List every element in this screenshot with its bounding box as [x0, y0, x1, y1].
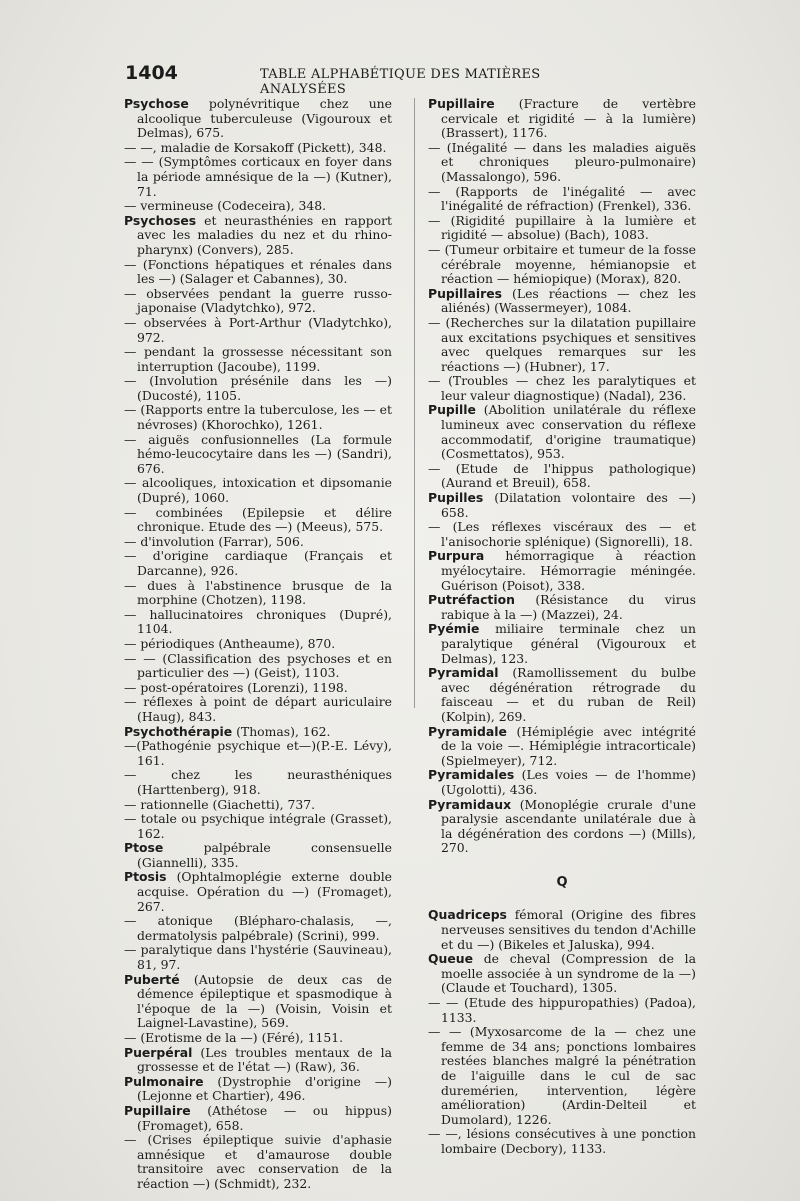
entry-text: — —, lésions consécutives à une ponction lombaire (Decbory), 1133. [428, 1126, 696, 1156]
index-entry [124, 1075, 392, 1104]
left-column [124, 97, 392, 1192]
entry-text: — d'involution (Farrar), 506. [124, 533, 304, 549]
entry-headword: Pupillaire [428, 96, 495, 111]
entry-text: — observées pendant la guerre russo-japonaise (Vladytchko), 972. [124, 285, 392, 316]
entry-text: (Autopsie de deux cas de démence épileptique et spasmodique à l'époque de la —) (Voisin, Voisin et Laignel-Lavastine), 569. [137, 971, 392, 1031]
index-entry [428, 908, 696, 952]
entry-text: de cheval (Compression de la moelle associée à un syndrome de la —) (Claude et Touchard), 1305. [441, 951, 696, 996]
entry-text: hémorragique à réaction myélocytaire. Hémorragie méningée. Guérison (Poisot), 338. [441, 548, 696, 593]
entry-headword: Putréfaction [428, 592, 515, 608]
entry-text: (Dilatation volontaire des —) 658. [441, 490, 696, 520]
index-entry [124, 506, 392, 535]
entry-headword: Pyramidal [428, 665, 499, 681]
entry-text: — (Rigidité pupillaire à la lumière et rigidité — absolue) (Bach), 1083. [428, 212, 696, 243]
index-entry [428, 520, 696, 549]
entry-headword: Pupille [428, 402, 476, 418]
index-entry [428, 141, 696, 185]
entry-text: (Thomas), 162. [236, 723, 331, 739]
index-entry [124, 943, 392, 972]
index-entry [428, 666, 696, 724]
entry-text: — rationnelle (Giachetti), 737. [124, 796, 316, 812]
index-entry [124, 345, 392, 374]
entry-text: — chez les neurasthéniques (Harttenberg), 918. [124, 767, 392, 797]
index-entry [124, 476, 392, 505]
index-entry [428, 798, 696, 856]
index-entry [124, 725, 392, 740]
entry-text: — (Recherches sur la dilatation pupillaire aux excitations psychiques et sensitives avec quelques remarques sur les réactions —) (Hubner), 17. [428, 314, 696, 374]
entry-text: — périodiques (Antheaume), 870. [124, 635, 336, 651]
index-entry [428, 214, 696, 243]
index-entry [124, 870, 392, 914]
entry-text: — alcooliques, intoxication et dipsomanie (Dupré), 1060. [124, 475, 392, 506]
page-number: 1404 [125, 62, 178, 84]
entry-headword: Pupilles [428, 490, 484, 506]
page-header [125, 62, 630, 97]
index-entry [428, 549, 696, 593]
entry-headword: Pyramidales [428, 767, 515, 783]
entry-text: — pendant la grossesse nécessitant son interruption (Jacoube), 1199. [124, 344, 392, 374]
index-entry [124, 1046, 392, 1075]
entry-headword: Quadriceps [428, 907, 507, 923]
entry-text: — d'origine cardiaque (Français et Darcanne), 926. [124, 548, 392, 578]
entry-text: (Les troubles mentaux de la grossesse et de l'état —) (Raw), 36. [137, 1044, 392, 1075]
entry-text: — (Fonctions hépatiques et rénales dans les —) (Salager et Cabannes), 30. [124, 256, 392, 287]
index-entry [428, 97, 696, 141]
index-entry [124, 316, 392, 345]
entry-text: (Dystrophie d'origine —) (Lejonne et Chartier), 496. [137, 1073, 392, 1104]
index-entry [124, 1104, 392, 1133]
index-entry [124, 97, 392, 141]
entry-text: — (Involution présénile dans les —) (Ducosté), 1105. [124, 373, 392, 403]
entry-text: (Fracture de vertèbre cervicale et rigidité — à la lumière) (Brassert), 1176. [441, 96, 696, 141]
index-entry [124, 768, 392, 797]
index-entry [428, 287, 696, 316]
entry-text: — (Etude de l'hippus pathologique) (Aurand et Breuil), 658. [428, 460, 696, 491]
entry-headword: Ptose [124, 840, 164, 856]
index-entry [428, 491, 696, 520]
entry-headword: Pyramidale [428, 723, 507, 739]
index-entry [124, 374, 392, 403]
entry-text: — observées à Port-Arthur (Vladytchko), 972. [124, 314, 392, 345]
entry-headword: Pupillaire [124, 1102, 191, 1118]
entry-headword: Pyémie [428, 621, 480, 637]
index-entry [124, 199, 392, 214]
index-entry [124, 812, 392, 841]
entry-headword: Puberté [124, 971, 180, 987]
index-entry [428, 1127, 696, 1156]
entry-text: — — (Etude des hippuropathies) (Padoa), 1133. [428, 995, 696, 1025]
entry-text: et neurasthénies en rapport avec les maladies du nez et du rhino-pharynx) (Convers), 285. [137, 212, 392, 257]
entry-headword: Puerpéral [124, 1044, 193, 1060]
index-entry [124, 535, 392, 550]
entry-text: — combinées (Epilepsie et délire chronique. Etude des —) (Meeus), 575. [124, 504, 392, 535]
running-title: TABLE ALPHABÉTIQUE DES MATIÈRES ANALYSÉES [260, 67, 541, 97]
index-entry [124, 1031, 392, 1046]
entry-text: — — (Myxosarcome de la — chez une femme de 34 ans; ponctions lombaires restées blanches malgré la pénétration de l'aiguille dans le cul de sac duremérien, intervention, légère amélioration) (Ardin-Delteil et Dumolard), 1226. [428, 1024, 696, 1127]
entry-text: (Les réactions — chez les aliénés) (Wassermeyer), 1084. [441, 285, 696, 316]
index-entry [124, 141, 392, 156]
entry-headword: Purpura [428, 548, 485, 564]
entry-text: — hallucinatoires chroniques (Dupré), 1104. [124, 606, 392, 637]
right-column-p-entries [428, 97, 696, 856]
entry-text: —(Pathogénie psychique et—)(P.-E. Lévy), 161. [124, 738, 392, 768]
index-entry [124, 652, 392, 681]
right-column-q-entries [428, 908, 696, 1156]
entry-text: — — (Symptômes corticaux en foyer dans la période amnésique de la —) (Kutner), 71. [124, 154, 392, 199]
index-entry [124, 549, 392, 578]
entry-text: (Ophtalmoplégie externe double acquise. Opération du —) (Fromaget), 267. [137, 869, 392, 914]
entry-text: — (Tumeur orbitaire et tumeur de la fosse cérébrale moyenne, hémianopsie et réaction — hémiopique) (Morax), 820. [428, 241, 696, 287]
entry-text: — (Erotisme de la —) (Féré), 1151. [124, 1030, 344, 1045]
entry-text: — (Crises épileptique suivie d'aphasie amnésique et d'amaurose double transitoire avec conservation de la réaction —) (Schmidt), 232. [124, 1132, 392, 1191]
entry-text: polynévritique chez une alcoolique tuberculeuse (Vigouroux et Delmas), 675. [137, 96, 392, 141]
index-entry [124, 637, 392, 652]
entry-text: — réflexes à point de départ auriculaire (Haug), 843. [124, 694, 392, 724]
entry-text: miliaire terminale chez un paralytique général (Vigouroux et Delmas), 123. [441, 621, 696, 666]
entry-text: — post-opératoires (Lorenzi), 1198. [124, 679, 348, 695]
entry-text: — (Troubles — chez les paralytiques et leur valeur diagnostique) (Nadal), 236. [428, 373, 696, 403]
entry-text: (Athétose — ou hippus) (Fromaget), 658. [137, 1102, 392, 1133]
entry-text: fémoral (Origine des fibres nerveuses sensitives du tendon d'Achille et du —) (Bikeles et Jaluska), 994. [441, 907, 696, 952]
index-entry [428, 462, 696, 491]
entry-text: (Monoplégie crurale d'une paralysie ascendante unilatérale due à la dégénération des cordons —) (Mills), 270. [441, 796, 696, 856]
index-entry [428, 185, 696, 214]
index-entry [124, 403, 392, 432]
entry-text: (Abolition unilatérale du réflexe lumineux avec conservation du réflexe accommodatif, d'origine traumatique) (Cosmettatos), 953. [441, 402, 696, 462]
column-divider [414, 98, 415, 708]
entry-text: — —, maladie de Korsakoff (Pickett), 348. [124, 139, 387, 155]
entry-text: — (Rapports entre la tuberculose, les — et névroses) (Khorochko), 1261. [124, 402, 392, 433]
index-entry [124, 287, 392, 316]
entry-text: (Les voies — de l'homme) (Ugolotti), 436. [441, 767, 696, 797]
entry-headword: Psychothérapie [124, 723, 233, 739]
entry-headword: Ptosis [124, 869, 167, 885]
entry-text: — (Rapports de l'inégalité — avec l'inégalité de réfraction) (Frenkel), 336. [428, 183, 696, 214]
entry-headword: Pupillaires [428, 285, 503, 301]
index-entry [124, 841, 392, 870]
index-entry [124, 1133, 392, 1191]
index-entry [428, 768, 696, 797]
entry-text: — — (Classification des psychoses et en particulier des —) (Geist), 1103. [124, 650, 392, 681]
entry-text: — (Les réflexes viscéraux des — et l'anisochorie splénique) (Signorelli), 18. [428, 519, 696, 549]
index-entry [428, 996, 696, 1025]
index-entry [428, 316, 696, 374]
entry-text: (Hémiplégie avec intégrité de la voie —. Hémiplégie intracorticale) (Spielmeyer), 712. [441, 723, 696, 768]
index-entry [428, 622, 696, 666]
entry-headword: Psychoses [124, 212, 197, 228]
index-entry [124, 681, 392, 696]
index-entry [124, 739, 392, 768]
index-entry [124, 214, 392, 258]
entry-text: palpébrale consensuelle (Giannelli), 335. [137, 840, 392, 870]
entry-text: — atonique (Blépharo-chalasis, —, dermatolysis palpébrale) (Scrini), 999. [124, 913, 392, 943]
index-entry [124, 579, 392, 608]
entry-text: (Résistance du virus rabique à la —) (Mazzei), 24. [441, 592, 696, 622]
index-entry [124, 433, 392, 477]
index-entry [428, 243, 696, 287]
entry-headword: Queue [428, 951, 473, 967]
entry-text: (Ramollissement du bulbe avec dégénération rétrograde du faisceau — et du ruban de Reil) (Kolpin), 269. [441, 665, 696, 724]
index-entry [124, 914, 392, 943]
entry-text: — aiguës confusionnelles (La formule hémo-leucocytaire dans les —) (Sandri), 676. [124, 431, 392, 476]
entry-headword: Psychose [124, 96, 189, 111]
entry-text: — paralytique dans l'hystérie (Sauvineau), 81, 97. [124, 942, 392, 973]
index-entry [124, 258, 392, 287]
index-entry [124, 695, 392, 724]
index-entry [428, 1025, 696, 1127]
entry-headword: Pyramidaux [428, 796, 512, 812]
index-entry [428, 593, 696, 622]
index-entry [124, 155, 392, 199]
index-entry [428, 952, 696, 996]
index-entry [428, 725, 696, 769]
entry-text: — vermineuse (Codeceira), 348. [124, 198, 327, 214]
index-entry [124, 608, 392, 637]
index-entry [428, 403, 696, 461]
entry-text: — (Inégalité — dans les maladies aiguës et chroniques pleuro-pulmonaire) (Massalongo), 596. [428, 139, 696, 184]
right-column [428, 97, 696, 1157]
section-letter: Q [556, 874, 568, 890]
entry-text: — totale ou psychique intégrale (Grasset), 162. [124, 811, 392, 841]
entry-text: — dues à l'abstinence brusque de la morphine (Chotzen), 1198. [124, 577, 392, 608]
index-entry [428, 374, 696, 403]
index-entry [124, 973, 392, 1031]
index-entry [124, 798, 392, 813]
entry-headword: Pulmonaire [124, 1073, 204, 1089]
